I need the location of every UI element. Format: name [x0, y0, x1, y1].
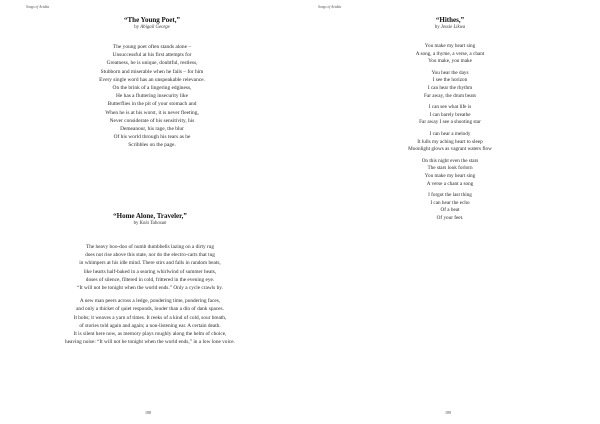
poem-line: Unsuccessful at his first attempts for — [112, 52, 192, 59]
poem-line: I forgot the last thing — [428, 192, 472, 199]
poem-line: I can hear the rhythm — [427, 84, 473, 91]
poem-line: does not rise above this state, nor do the electro-carts that tug — [85, 252, 215, 259]
poem-line: Of a beat — [440, 207, 460, 214]
poem-lines — [30, 43, 274, 150]
poem-byline — [30, 24, 274, 31]
poem-line: Butterflies in the pit of your stomach and — [107, 101, 197, 108]
poem-line: I can hear the echo — [430, 199, 470, 206]
running-head: Songs of Avidita — [26, 5, 50, 9]
poem-line: It lulls my aching heart to sleep — [417, 138, 483, 145]
stanza — [20, 297, 280, 346]
poem-line: I see the horizon — [432, 77, 468, 84]
poem-line: like hearts half-baked in a searing whirlwind of summer heats, — [83, 268, 217, 275]
poem-lines — [20, 243, 280, 346]
byline-by: by — [134, 25, 140, 30]
poem-line: Stubborn and miserable when he fails – for him — [100, 68, 204, 75]
poem-author: Kola Tubosun — [139, 221, 167, 226]
poem-line: A verse a chant a song — [426, 180, 474, 187]
poem-line: The young poet often stands alone – — [112, 44, 192, 50]
poem-line: Every single word has an unspeakable relevance. — [99, 76, 205, 83]
poem-line: I can barely breathe — [429, 111, 471, 118]
poem-line: Of your feet. — [436, 214, 464, 221]
poem-line: On this night even the stars — [421, 157, 479, 164]
poem-line: A song, a rhyme, a verse, a chant — [415, 50, 485, 57]
poem-line: in whimpers at his idle mind. There stirs and falls in random beats, — [79, 260, 221, 267]
stanza — [20, 243, 280, 292]
poem-home-alone — [20, 212, 280, 351]
poem-line: The stars look forlorn — [427, 165, 473, 172]
poem-line: and only a thicket of quiet responds, louder than a din of dank spaces. — [76, 306, 224, 313]
poem-title: “The Young Poet,” — [124, 16, 180, 24]
poem-line: You make, you make — [428, 58, 472, 65]
stanza — [322, 131, 578, 154]
poem-line: heaving noise: “It will not be tonight when the world ends,” in a low lone voice. — [65, 339, 235, 346]
stanza — [322, 104, 578, 127]
poem-title: “Home Alone, Traveler,” — [113, 212, 187, 220]
poem-line: The heavy boo-doo of numb dumbbells lazing on a dirty rug — [86, 244, 214, 250]
poem-line: It is silent here now, as memory plays roughly along the helm of choice, — [73, 331, 227, 338]
poem-line: You make my heart sing — [424, 172, 476, 179]
right-page — [300, 0, 600, 424]
poem-lines — [322, 43, 578, 222]
poem-line: Greatness, he is unique, doubtful, restless, — [106, 60, 198, 67]
poem-line: He has a fluttering insecurity like — [115, 93, 188, 100]
poem-line: On the brink of a lingering edginess, — [112, 85, 192, 92]
poem-line: Moonlight glows as vagrant waters flow — [408, 146, 492, 153]
poem-line: Far away, the drum beats — [424, 92, 476, 99]
poem-line: Never considerate of his sensitivity, his — [109, 117, 195, 124]
poem-line: When he is at his worst, it is never fleeting, — [105, 109, 199, 116]
poem-byline — [20, 220, 280, 227]
stanza — [322, 192, 578, 222]
poem-line: It bobs; it weaves a yarn of times. It reeks of a kind of cold, sour breath, — [73, 314, 227, 321]
running-head: Songs of Avidita — [318, 5, 342, 9]
poem-hithes — [322, 16, 578, 226]
poem-line: A new man peers across a ledge, pondering time, pondering faces, — [79, 298, 221, 305]
byline-by: by — [133, 221, 139, 226]
stanza — [322, 43, 578, 66]
page-number: 189 — [445, 410, 451, 415]
poem-line: Scribbles on the page. — [128, 142, 176, 149]
byline-by: by — [434, 25, 440, 30]
poem-author: Jessie Likwa — [440, 25, 466, 30]
poem-line: You hear the days — [431, 69, 469, 76]
poem-line: I can hear a melody — [429, 130, 471, 137]
poem-line: of stories told again and again; a non-listening ear. A certain death. — [79, 322, 221, 329]
poem-line: You make my heart sing — [424, 43, 476, 49]
poem-author: Abigail George — [140, 25, 170, 30]
poem-line: Demeanour, his rage, the blur — [120, 126, 184, 133]
stanza — [322, 70, 578, 100]
poem-title: “Hithes,” — [435, 16, 465, 24]
poem-line: “It will not be tonight when the world ends.” Only a cycle crawls by. — [77, 285, 223, 292]
poem-byline — [322, 24, 578, 31]
poem-line: I can see what life is — [428, 104, 472, 111]
poem-line: Of his world through his tears as he — [113, 134, 191, 141]
poem-line: doses of silence, filtered in cold, frittered in the evening eye. — [85, 276, 215, 283]
page-number: 188 — [145, 410, 151, 415]
poem-line: Far away I see a shooting star — [419, 119, 481, 126]
poem-young-poet — [30, 16, 274, 150]
stanza — [322, 158, 578, 188]
